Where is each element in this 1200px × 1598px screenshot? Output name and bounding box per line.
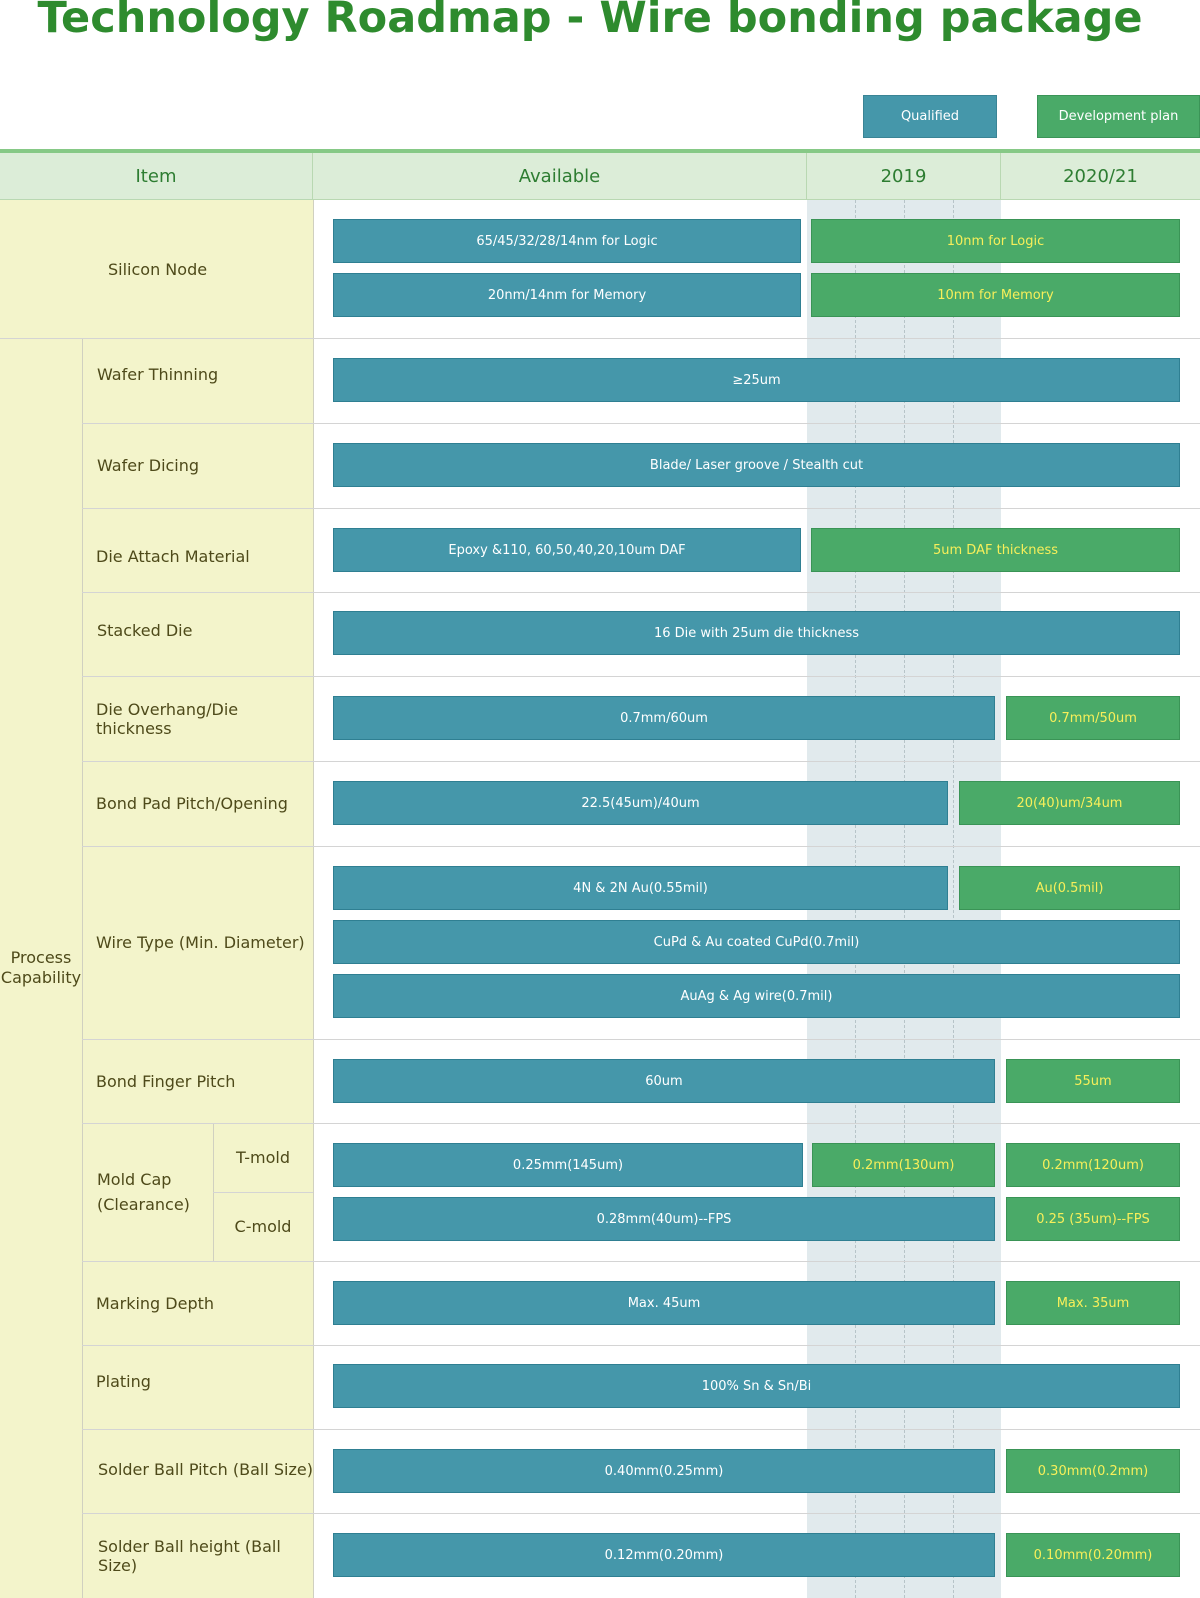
bar-c-mold-development: 0.25 (35um)--FPS (1006, 1197, 1180, 1241)
row-divider (82, 508, 1200, 509)
bar-marking-depth-qualified: Max. 45um (333, 1281, 995, 1325)
bar-silicon-logic-qualified: 65/45/32/28/14nm for Logic (333, 219, 801, 263)
bar-solder-ball-pitch-qualified: 0.40mm(0.25mm) (333, 1449, 995, 1493)
row-divider (213, 1192, 313, 1193)
item-wire-type (82, 846, 313, 1039)
bar-bond-finger-development: 55um (1006, 1059, 1180, 1103)
bar-silicon-memory-development: 10nm for Memory (811, 273, 1180, 317)
bar-wire-auag-qualified: AuAg & Ag wire(0.7mil) (333, 974, 1180, 1018)
item-wafer-dicing-label: Wafer Dicing (97, 456, 200, 475)
row-divider (82, 676, 1200, 677)
item-bond-pad-pitch-label: Bond Pad Pitch/Opening (96, 794, 288, 813)
bar-t-mold-development-2019: 0.2mm(130um) (812, 1143, 995, 1187)
item-marking-depth (82, 1261, 313, 1345)
bar-wafer-thinning-qualified: ≥25um (333, 358, 1180, 402)
legend-development-plan (1037, 95, 1200, 138)
item-stacked-die (82, 592, 313, 676)
item-t-mold-label: T-mold (235, 1148, 291, 1167)
row-divider (82, 423, 1200, 424)
row-divider (0, 338, 1200, 339)
bar-bond-finger-qualified: 60um (333, 1059, 995, 1103)
row-divider (82, 1345, 1200, 1346)
item-die-overhang (82, 676, 313, 761)
bar-solder-ball-height-qualified: 0.12mm(0.20mm) (333, 1533, 995, 1577)
row-divider (82, 1039, 1200, 1040)
grid-line (82, 338, 83, 1598)
header-2020-21 (1001, 153, 1200, 200)
legend-qualified-label: Qualified (900, 109, 960, 124)
item-plating-label: Plating (96, 1371, 151, 1391)
item-wafer-thinning-label: Wafer Thinning (97, 365, 219, 384)
bar-bond-pad-development: 20(40)um/34um (959, 781, 1180, 825)
row-divider (82, 1429, 1200, 1430)
row-divider (82, 1261, 1200, 1262)
item-bond-pad-pitch (82, 761, 313, 846)
bar-plating-qualified: 100% Sn & Sn/Bi (333, 1364, 1180, 1408)
item-solder-ball-height (82, 1513, 313, 1598)
bar-wafer-dicing-qualified: Blade/ Laser groove / Stealth cut (333, 443, 1180, 487)
header-item-label: Item (135, 165, 177, 187)
bar-t-mold-development-2020: 0.2mm(120um) (1006, 1143, 1180, 1187)
bar-wire-au-qualified: 4N & 2N Au(0.55mil) (333, 866, 948, 910)
item-die-attach-material-label: Die Attach Material (96, 546, 250, 566)
item-marking-depth-label: Marking Depth (96, 1293, 215, 1313)
item-plating (82, 1345, 313, 1429)
bar-stacked-die-qualified: 16 Die with 25um die thickness (333, 611, 1180, 655)
bar-die-attach-qualified: Epoxy &110, 60,50,40,20,10um DAF (333, 528, 801, 572)
legend-qualified (863, 95, 997, 138)
grid-line (313, 200, 314, 1598)
item-t-mold (213, 1123, 313, 1192)
item-wafer-dicing (82, 423, 313, 508)
bar-solder-ball-height-development: 0.10mm(0.20mm) (1006, 1533, 1180, 1577)
bar-die-attach-development: 5um DAF thickness (811, 528, 1180, 572)
legend-development-label: Development plan (1058, 109, 1179, 124)
bar-solder-ball-pitch-development: 0.30mm(0.2mm) (1006, 1449, 1180, 1493)
item-silicon-node (0, 200, 313, 338)
item-wire-type-label: Wire Type (Min. Diameter) (96, 933, 305, 952)
item-wafer-thinning (82, 338, 313, 423)
item-mold-cap-label: Mold Cap (Clearance) (97, 1170, 190, 1214)
bar-die-overhang-qualified: 0.7mm/60um (333, 696, 995, 740)
item-solder-ball-height-label: Solder Ball height (Ball Size) (98, 1536, 281, 1575)
item-stacked-die-label: Stacked Die (97, 620, 193, 640)
bar-bond-pad-qualified: 22.5(45um)/40um (333, 781, 948, 825)
row-divider (82, 592, 1200, 593)
header-2019-label: 2019 (880, 165, 927, 187)
bar-c-mold-qualified: 0.28mm(40um)--FPS (333, 1197, 995, 1241)
item-die-overhang-label: Die Overhang/Die thickness (96, 699, 239, 738)
item-die-attach-material (82, 508, 313, 592)
bar-marking-depth-development: Max. 35um (1006, 1281, 1180, 1325)
header-2019 (807, 153, 1001, 200)
bar-wire-au-development: Au(0.5mil) (959, 866, 1180, 910)
group-process-capability-label: Process Capability (0, 948, 82, 987)
header-available (313, 153, 807, 200)
header-2020-21-label: 2020/21 (1063, 165, 1138, 187)
item-solder-ball-pitch (82, 1429, 313, 1513)
row-divider (82, 761, 1200, 762)
bar-silicon-logic-development: 10nm for Logic (811, 219, 1180, 263)
bar-silicon-memory-qualified: 20nm/14nm for Memory (333, 273, 801, 317)
item-c-mold-label: C-mold (234, 1217, 292, 1236)
header-available-label: Available (518, 165, 601, 187)
bar-t-mold-qualified: 0.25mm(145um) (333, 1143, 803, 1187)
bar-wire-cupd-qualified: CuPd & Au coated CuPd(0.7mil) (333, 920, 1180, 964)
item-c-mold (213, 1192, 313, 1261)
item-bond-finger-pitch (82, 1039, 313, 1123)
item-solder-ball-pitch-label: Solder Ball Pitch (Ball Size) (98, 1459, 313, 1479)
bar-die-overhang-development: 0.7mm/50um (1006, 696, 1180, 740)
header-item (0, 153, 313, 200)
page-title: Technology Roadmap - Wire bonding package (37, 0, 1143, 43)
item-silicon-node-label: Silicon Node (108, 259, 208, 279)
group-process-capability (0, 338, 82, 1598)
row-divider (82, 846, 1200, 847)
row-divider (82, 1123, 1200, 1124)
item-bond-finger-pitch-label: Bond Finger Pitch (96, 1071, 236, 1091)
item-mold-cap (82, 1123, 213, 1261)
row-divider (82, 1513, 1200, 1514)
